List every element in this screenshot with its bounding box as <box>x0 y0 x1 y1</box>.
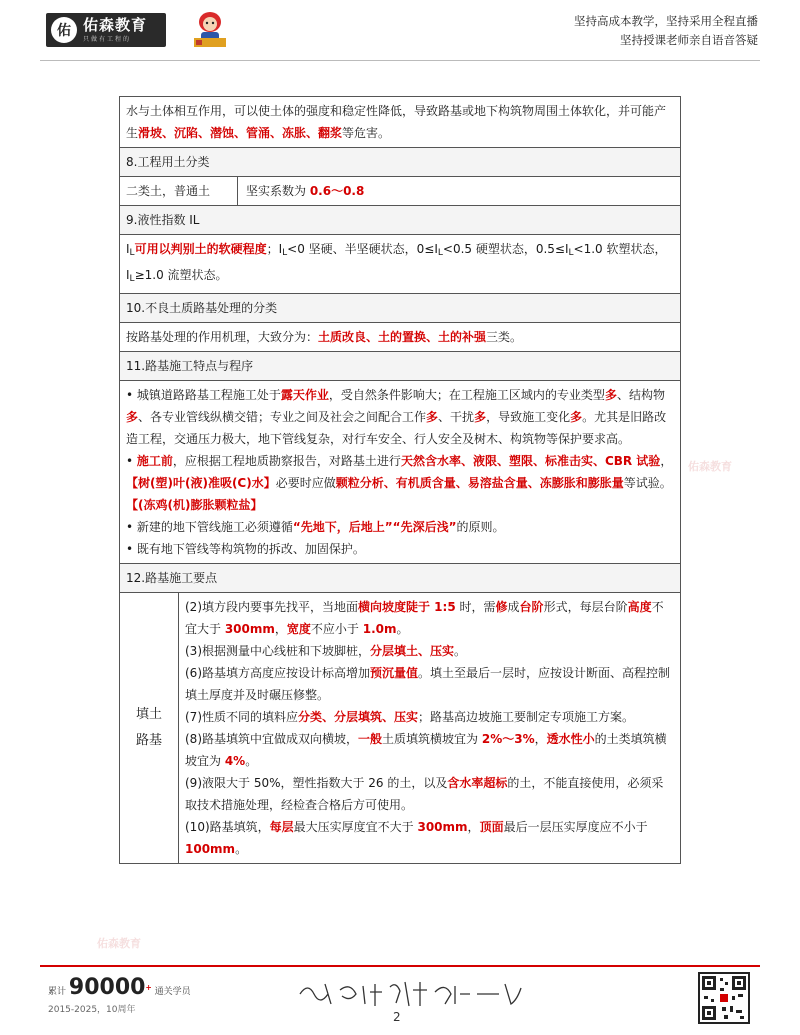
section-8-body <box>120 177 681 206</box>
header-slogans <box>574 12 758 50</box>
item-text: 不应小于 <box>310 622 363 636</box>
bullet-highlight: 颗粒分析、有机质含量、易溶盐含量、冻膨胀和膨胀量 <box>335 476 624 490</box>
il-text: ≥1.0 流塑状态。 <box>134 268 228 282</box>
item-text: 最大压实厚度宜不大于 <box>293 820 418 834</box>
bullet-highlight: 【(冻鸡(机)膨胀颗粒盐】 <box>126 498 263 512</box>
il-text: <0 坚硬、半坚硬状态，0≤I <box>287 242 438 256</box>
item-highlight: 顶面 <box>479 820 504 834</box>
bullet-text: 等试验。 <box>623 476 672 490</box>
mascot-icon <box>190 8 230 52</box>
s11-bullet-1 <box>126 384 674 450</box>
item-highlight: 300mm <box>417 820 468 834</box>
logo-mark-icon: 佑 <box>51 17 77 43</box>
bullet-highlight: 多 <box>570 410 583 424</box>
intro-cell <box>120 97 681 148</box>
item-text: (3)根据测量中心线桩和下坡脚桩， <box>185 644 370 658</box>
count-plus: + <box>145 983 152 992</box>
item-highlight: 每层 <box>269 820 294 834</box>
section-8-title: 8.工程用土分类 <box>120 148 681 177</box>
item-text: ， <box>534 732 547 746</box>
item-highlight: 1.0m <box>362 622 397 636</box>
intro-text: 水与土体相互作用，可以使土体的强度和稳定性降低，导致路基或地下构筑物周围土体软化，并可能产生 <box>126 104 667 140</box>
bullet-text: ，受自然条件影响大；在工程施工区域内的专业类型 <box>328 388 605 402</box>
bullet-highlight: 施工前 <box>136 454 173 468</box>
item-text: ；路基高边坡施工要制定专项施工方案。 <box>418 710 635 724</box>
slogan-line-1: 坚持高成本教学，坚持采用全程直播 <box>574 14 758 28</box>
bullet-text: • 新建的地下管线施工必须遵循 <box>126 520 293 534</box>
page-header <box>0 0 800 58</box>
footer-divider <box>40 965 760 967</box>
il-subscript: L <box>568 248 574 258</box>
il-subscript: L <box>437 248 443 258</box>
item-text: (10)路基填筑， <box>185 820 270 834</box>
item-highlight: 横向坡度陡于 1:5 <box>358 600 456 614</box>
item-highlight: 分层填土、压实 <box>370 644 455 658</box>
il-subscript: L <box>129 248 135 258</box>
item-text: (7)性质不同的填料应 <box>185 710 298 724</box>
il-subscript: L <box>282 248 288 258</box>
s10-text: 按路基处理的作用机理，大致分为： <box>126 330 319 344</box>
item-text: 形式，每层台阶 <box>543 600 628 614</box>
content-table <box>119 96 681 864</box>
item-3 <box>185 640 674 662</box>
item-highlight: 台阶 <box>519 600 544 614</box>
il-subscript: L <box>129 274 135 284</box>
item-text: 时，需 <box>455 600 496 614</box>
item-text: (8)路基填筑中宜做成双向横坡， <box>185 732 358 746</box>
item-9 <box>185 772 674 816</box>
il-text: <0.5 硬塑状态，0.5≤I <box>442 242 569 256</box>
item-highlight: 4% <box>224 754 246 768</box>
soil-coef-value: 0.6～0.8 <box>309 184 365 198</box>
bullet-highlight: 多 <box>474 410 487 424</box>
watermark: 佑森教育 <box>97 937 141 950</box>
bullet-text: ，应根据工程地质勘察报告，对路基土进行 <box>172 454 401 468</box>
item-highlight: 预沉量值 <box>370 666 419 680</box>
item-10 <box>185 816 674 860</box>
item-highlight: 含水率超标 <box>447 776 508 790</box>
item-text: 最后一层压实厚度应不小于 <box>503 820 648 834</box>
item-text: 。填土至最后一层时，应按设计断面、高程控制填土厚度并及时碾压修整。 <box>185 666 671 702</box>
item-text: (2)填方段内要事先找平，当地面 <box>185 600 358 614</box>
qr-code-icon <box>698 972 750 1024</box>
item-text: 。 <box>245 754 258 768</box>
il-text: <1.0 软塑状态，I <box>126 242 667 282</box>
section-10-title: 10.不良土质路基处理的分类 <box>120 294 681 323</box>
bullet-text: ，导致施工变化 <box>486 410 571 424</box>
item-highlight: 300mm <box>224 622 275 636</box>
item-highlight: 100mm <box>185 842 236 856</box>
label-line-1: 填土 <box>135 707 162 722</box>
footer-suffix: 通关学员 <box>154 987 191 997</box>
item-highlight: 分类、分层填筑、压实 <box>298 710 419 724</box>
s11-bullet-4: • 既有地下管线等构筑物的拆改、加固保护。 <box>126 542 365 556</box>
bullet-text: 的原则。 <box>456 520 505 534</box>
item-2 <box>185 596 674 640</box>
bullet-text: 、各专业管线纵横交错；专业之间及社会之间配合工作 <box>138 410 427 424</box>
item-text: 的土类填筑横坡宜为 <box>185 732 667 768</box>
slogan-line-2: 坚持授课老师亲自语音答疑 <box>620 33 758 47</box>
footer-years: 2015-2025，10周年 <box>48 1005 136 1015</box>
item-text: 。 <box>454 644 467 658</box>
item-highlight: 修 <box>495 600 508 614</box>
section-12-title: 12.路基施工要点 <box>120 564 681 593</box>
section-12-items <box>179 593 681 864</box>
item-8 <box>185 728 674 772</box>
item-text: 的土，不能直接使用，必须采取技术措施处理，经检查合格后方可使用。 <box>185 776 664 812</box>
label-line-2: 路基 <box>135 733 162 748</box>
item-text: 。 <box>396 622 409 636</box>
item-text: ， <box>467 820 480 834</box>
item-highlight: 2%～3% <box>481 732 535 746</box>
section-11-title: 11.路基施工特点与程序 <box>120 352 681 381</box>
section-9-title: 9.液性指数 IL <box>120 206 681 235</box>
brand-logo <box>46 13 166 47</box>
il-symbol: I <box>126 242 130 256</box>
bullet-text: 。尤其是旧路改造工程，交通压力极大，地下管线复杂，对行车安全、行人安全及树木、构筑物等保护要求高。 <box>126 410 667 446</box>
item-text: 土质填筑横坡宜为 <box>382 732 482 746</box>
soil-coef-text: 坚实系数为 <box>246 184 310 198</box>
item-7 <box>185 706 674 728</box>
s11-bullet-2 <box>126 450 674 516</box>
section-9-body <box>120 235 681 294</box>
item-highlight: 一般 <box>358 732 383 746</box>
fill-subgrade-label <box>120 593 179 864</box>
s11-bullet-3 <box>126 516 674 538</box>
item-highlight: 高度 <box>627 600 652 614</box>
bullet-highlight: 多 <box>604 388 617 402</box>
handwritten-signature <box>295 972 535 1016</box>
bullet-text: ， <box>660 454 673 468</box>
section-11-body <box>120 381 681 564</box>
il-text: ；I <box>266 242 283 256</box>
footer-stats <box>48 975 191 1015</box>
item-text: 成 <box>507 600 520 614</box>
bullet-highlight: “先地下，后地上”“先深后浅” <box>292 520 457 534</box>
item-text: ， <box>274 622 287 636</box>
bullet-text: 、干扰 <box>438 410 475 424</box>
logo-name: 佑森教育 <box>83 16 148 34</box>
item-text: 。 <box>235 842 248 856</box>
item-highlight: 宽度 <box>286 622 311 636</box>
s10-highlight: 土质改良、土的置换、土的补强 <box>318 330 487 344</box>
watermark: 佑森教育 <box>688 460 732 473</box>
logo-subtitle: 只做有工程的 <box>83 36 132 43</box>
bullet-highlight: 【树(塑)叶(液)准吸(C)水】 <box>126 476 276 490</box>
item-highlight: 透水性小 <box>546 732 595 746</box>
s10-text-end: 三类。 <box>486 330 523 344</box>
intro-highlight: 滑坡、沉陷、潜蚀、管涌、冻胀、翻浆 <box>138 126 343 140</box>
item-6 <box>185 662 674 706</box>
bullet-highlight: 露天作业 <box>280 388 329 402</box>
bullet-text: • 城镇道路路基工程施工处于 <box>126 388 281 402</box>
section-10-body <box>120 323 681 352</box>
bullet-mark: • <box>126 454 137 468</box>
item-text: 不宜大于 <box>185 600 664 636</box>
soil-class-cell: 二类土，普通土 <box>120 177 238 205</box>
bullet-highlight: 多 <box>426 410 439 424</box>
il-highlight: 可用以判别土的软硬程度 <box>134 242 267 256</box>
item-text: (9)液限大于 50%，塑性指数大于 26 的土，以及 <box>185 776 448 790</box>
student-count: 90000 <box>68 975 146 1000</box>
bullet-highlight: 天然含水率、液限、塑限、标准击实、CBR 试验 <box>400 454 661 468</box>
footer-prefix: 累计 <box>48 987 67 997</box>
page-number: 2 <box>393 1010 401 1024</box>
soil-coef-cell <box>238 177 372 205</box>
bullet-text: 、结构物 <box>616 388 665 402</box>
bullet-highlight: 多 <box>126 410 139 424</box>
bullet-text: 必要时应做 <box>275 476 336 490</box>
intro-text-end: 等危害。 <box>342 126 391 140</box>
header-divider <box>40 60 760 61</box>
item-text: (6)路基填方高度应按设计标高增加 <box>185 666 370 680</box>
